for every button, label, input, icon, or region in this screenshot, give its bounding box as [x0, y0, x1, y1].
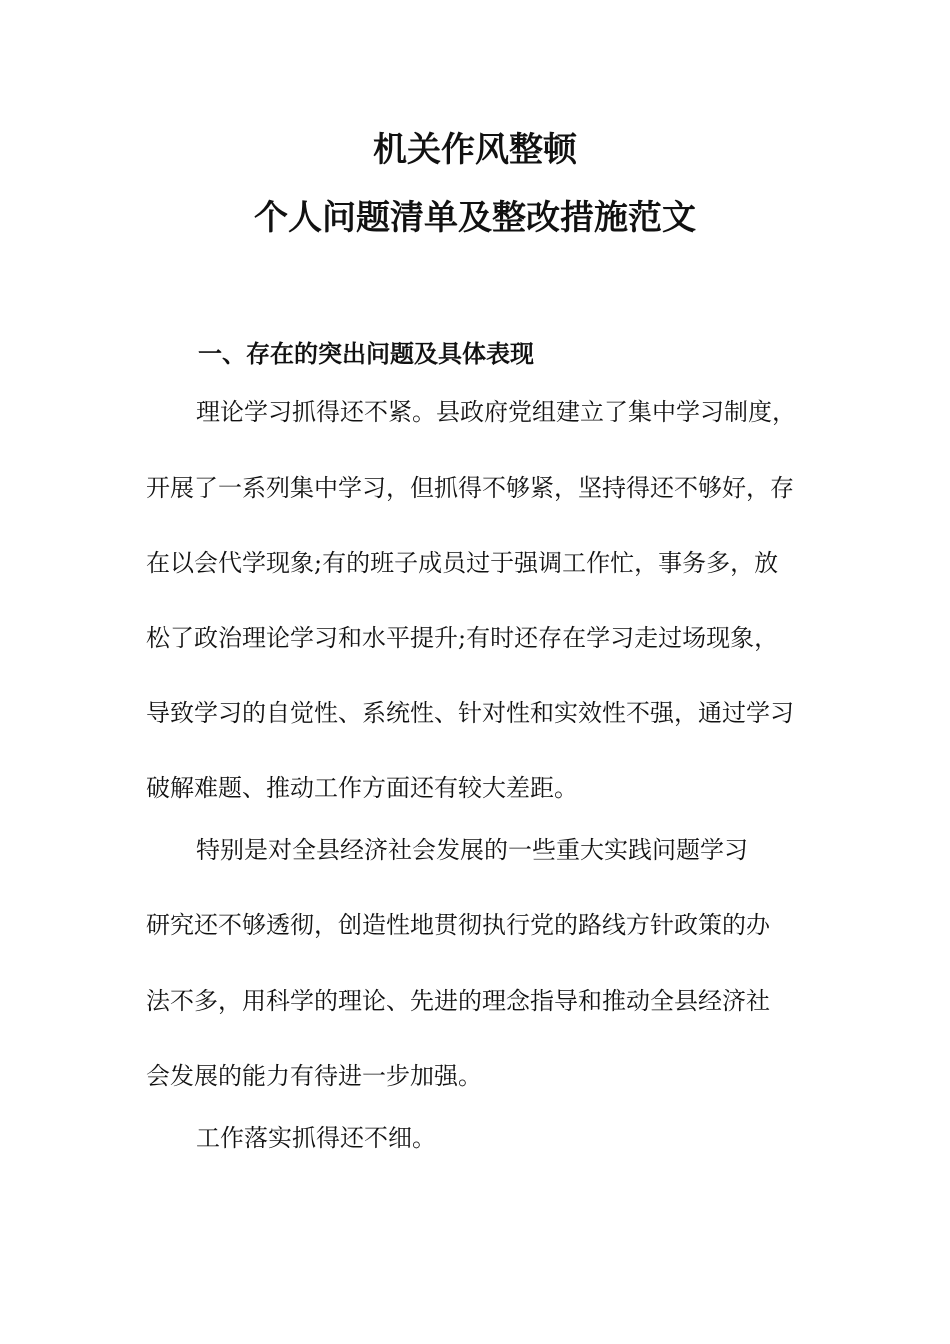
paragraph-2-line-4: 会发展的能力有待进一步加强。: [146, 1062, 482, 1090]
paragraph-2-line-1: 特别是对全县经济社会发展的一些重大实践问题学习: [196, 836, 748, 864]
paragraph-3-line-1: 工作落实抓得还不细。: [196, 1124, 436, 1152]
document-title-line-2: 个人问题清单及整改措施范文: [254, 198, 696, 238]
paragraph-1-line-1: 理论学习抓得还不紧。县政府党组建立了集中学习制度，: [196, 398, 796, 426]
paragraph-1-line-3: 在以会代学现象;有的班子成员过于强调工作忙，事务多，放: [146, 549, 779, 577]
paragraph-1-line-4: 松了政治理论学习和水平提升;有时还存在学习走过场现象，: [146, 624, 779, 652]
paragraph-1-line-5: 导致学习的自觉性、系统性、针对性和实效性不强，通过学习: [146, 699, 794, 727]
paragraph-2-line-3: 法不多，用科学的理论、先进的理念指导和推动全县经济社: [146, 987, 770, 1015]
document-title-line-1: 机关作风整顿: [373, 130, 577, 170]
paragraph-1-line-6: 破解难题、推动工作方面还有较大差距。: [146, 774, 578, 802]
section-heading: 一、存在的突出问题及具体表现: [198, 340, 534, 368]
paragraph-2-line-2: 研究还不够透彻，创造性地贯彻执行党的路线方针政策的办: [146, 911, 770, 939]
paragraph-1-line-2: 开展了一系列集中学习，但抓得不够紧，坚持得还不够好，存: [146, 474, 794, 502]
